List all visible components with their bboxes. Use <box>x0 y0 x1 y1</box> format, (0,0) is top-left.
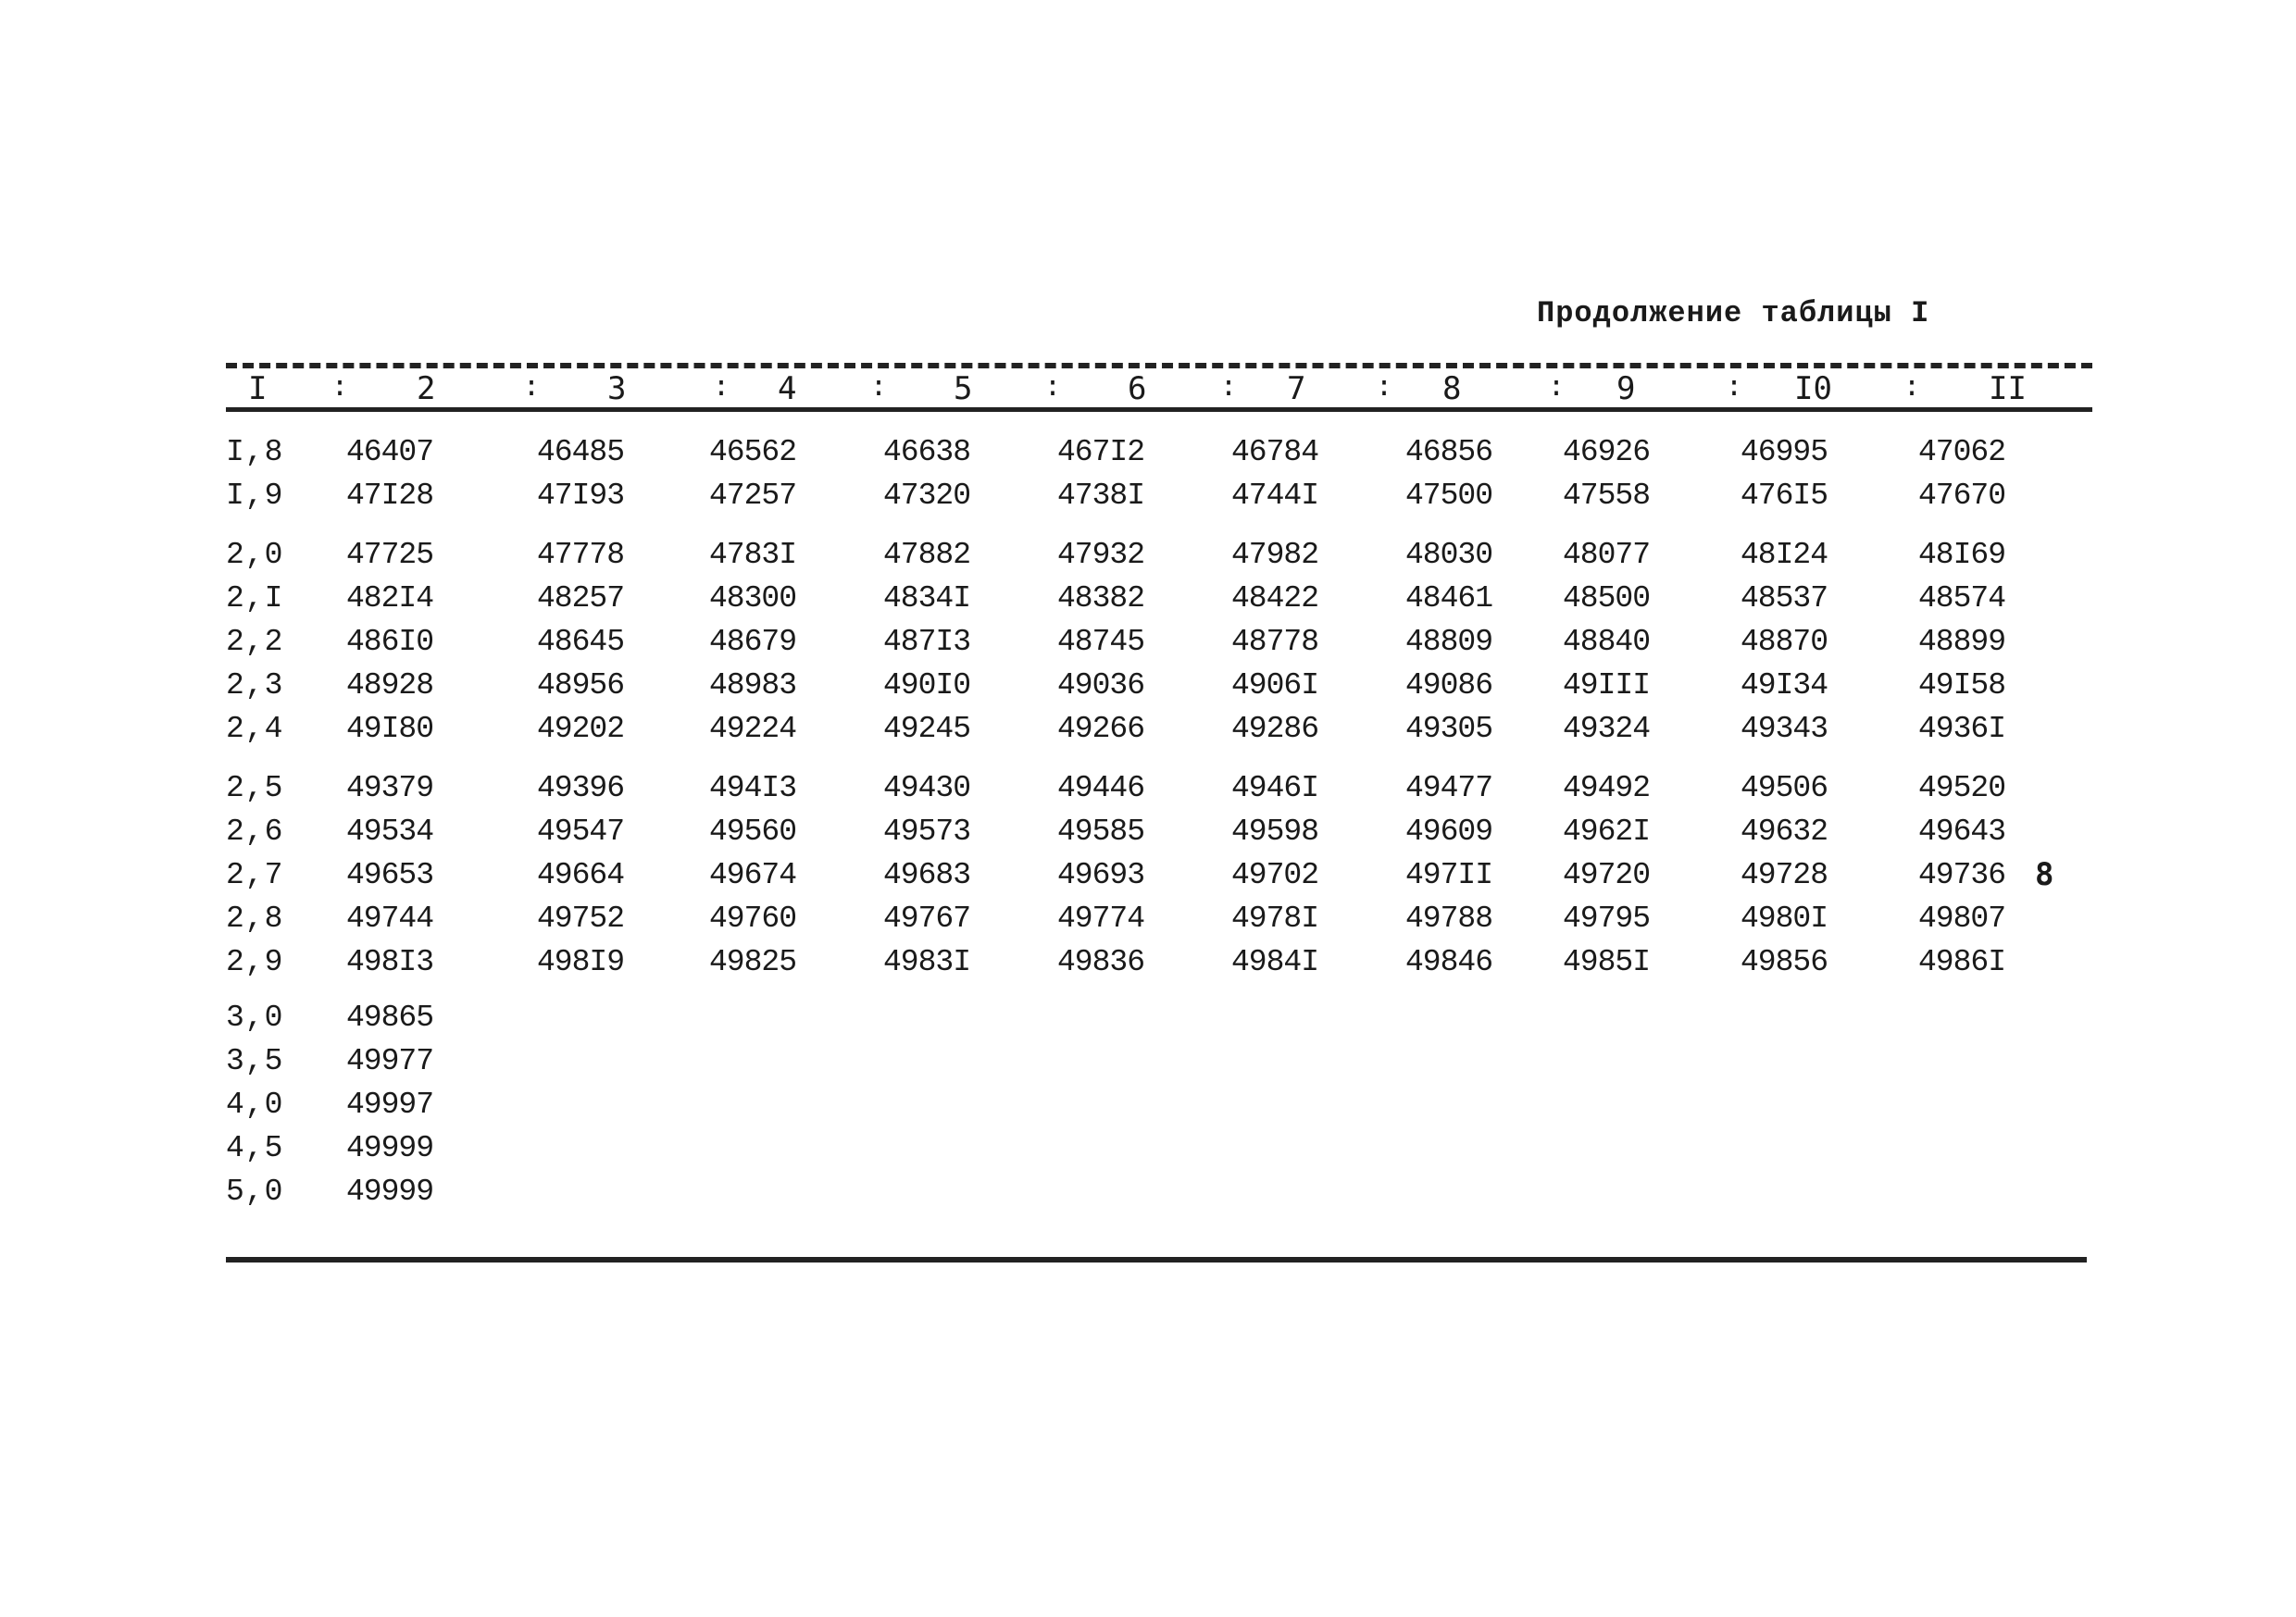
table-cell: 49997 <box>346 1088 434 1122</box>
table-row <box>0 538 2296 575</box>
table-cell: 4906I <box>1231 668 1319 703</box>
table-cell: 48I24 <box>1741 538 1828 572</box>
table-cell: 494I3 <box>709 771 797 805</box>
table-cell: 49086 <box>1405 668 1493 703</box>
table-cell: 49767 <box>883 902 971 936</box>
row-argument: 2,4 <box>226 712 284 746</box>
row-argument: 2,9 <box>226 945 284 979</box>
table-cell: 49534 <box>346 815 434 849</box>
column-header-2: 2 <box>417 370 436 407</box>
table-cell: 4980I <box>1741 902 1828 936</box>
column-header-3: 3 <box>607 370 627 407</box>
column-header-1: I <box>248 370 268 407</box>
table-cell: 49846 <box>1405 945 1493 979</box>
table-cell: 48300 <box>709 581 797 616</box>
column-header-9: 9 <box>1616 370 1636 407</box>
column-separator: : <box>1376 370 1393 403</box>
table-cell: 49788 <box>1405 902 1493 936</box>
table-cell: 4985I <box>1563 945 1651 979</box>
column-separator: : <box>1726 370 1743 403</box>
table-cell: 48077 <box>1563 538 1651 572</box>
table-cell: 46407 <box>346 435 434 469</box>
table-cell: 47558 <box>1563 479 1651 513</box>
table-cell: 4738I <box>1057 479 1145 513</box>
table-cell: 49547 <box>537 815 625 849</box>
table-cell: 47982 <box>1231 538 1319 572</box>
row-argument: 2,I <box>226 581 284 616</box>
table-row <box>0 945 2296 982</box>
table-cell: 48461 <box>1405 581 1493 616</box>
column-separator: : <box>1220 370 1238 403</box>
table-cell: 47500 <box>1405 479 1493 513</box>
table-cell: 49430 <box>883 771 971 805</box>
table-cell: 48899 <box>1918 625 2006 659</box>
column-header-6: 6 <box>1128 370 1147 407</box>
table-row <box>0 1175 2296 1212</box>
row-argument: 2,3 <box>226 668 284 703</box>
table-cell: 46926 <box>1563 435 1651 469</box>
table-cell: 4983I <box>883 945 971 979</box>
table-cell: 4946I <box>1231 771 1319 805</box>
header-bottom-rule <box>226 407 2092 412</box>
table-cell: 49396 <box>537 771 625 805</box>
column-header-5: 5 <box>954 370 973 407</box>
table-cell: 47670 <box>1918 479 2006 513</box>
table-cell: 47882 <box>883 538 971 572</box>
row-argument: I,8 <box>226 435 284 469</box>
table-cell: 49720 <box>1563 858 1651 892</box>
column-separator: : <box>1903 370 1921 403</box>
table-cell: 49825 <box>709 945 797 979</box>
row-argument: 2,8 <box>226 902 284 936</box>
table-cell: 4978I <box>1231 902 1319 936</box>
row-argument: 5,0 <box>226 1175 284 1209</box>
table-cell: 49598 <box>1231 815 1319 849</box>
table-row <box>0 1131 2296 1168</box>
table-cell: 48745 <box>1057 625 1145 659</box>
table-cell: 49836 <box>1057 945 1145 979</box>
table-cell: 48809 <box>1405 625 1493 659</box>
table-row <box>0 771 2296 808</box>
table-cell: 47778 <box>537 538 625 572</box>
table-cell: 49664 <box>537 858 625 892</box>
table-cell: 49266 <box>1057 712 1145 746</box>
row-argument: 4,5 <box>226 1131 284 1165</box>
table-cell: 49752 <box>537 902 625 936</box>
column-separator: : <box>523 370 541 403</box>
table-cell: 49774 <box>1057 902 1145 936</box>
margin-mark: 8 <box>2035 856 2054 893</box>
table-cell: 49744 <box>346 902 434 936</box>
table-cell: 49520 <box>1918 771 2006 805</box>
table-cell: 49III <box>1563 668 1651 703</box>
table-cell: 49286 <box>1231 712 1319 746</box>
column-header-11: II <box>1989 370 2027 407</box>
table-cell: 48928 <box>346 668 434 703</box>
row-argument: 2,0 <box>226 538 284 572</box>
table-cell: 498I9 <box>537 945 625 979</box>
header-top-rule <box>226 363 2092 368</box>
table-cell: 48870 <box>1741 625 1828 659</box>
table-caption: Продолжение таблицы I <box>1537 296 1930 330</box>
table-cell: 49977 <box>346 1044 434 1078</box>
table-cell: 4962I <box>1563 815 1651 849</box>
table-cell: 49I58 <box>1918 668 2006 703</box>
table-cell: 48778 <box>1231 625 1319 659</box>
table-cell: 4986I <box>1918 945 2006 979</box>
table-row <box>0 902 2296 939</box>
table-cell: 49999 <box>346 1175 434 1209</box>
table-cell: 49224 <box>709 712 797 746</box>
table-cell: 47932 <box>1057 538 1145 572</box>
table-cell: 49760 <box>709 902 797 936</box>
table-cell: 49693 <box>1057 858 1145 892</box>
table-cell: 486I0 <box>346 625 434 659</box>
table-header <box>0 370 2296 407</box>
row-argument: 3,0 <box>226 1001 284 1035</box>
table-cell: 48574 <box>1918 581 2006 616</box>
table-cell: 49683 <box>883 858 971 892</box>
table-cell: 49653 <box>346 858 434 892</box>
table-cell: 49I80 <box>346 712 434 746</box>
table-cell: 46856 <box>1405 435 1493 469</box>
table-cell: 49795 <box>1563 902 1651 936</box>
table-cell: 4834I <box>883 581 971 616</box>
table-cell: 48422 <box>1231 581 1319 616</box>
table-cell: 482I4 <box>346 581 434 616</box>
table-cell: 49446 <box>1057 771 1145 805</box>
table-cell: 47I93 <box>537 479 625 513</box>
table-row <box>0 581 2296 618</box>
table-cell: 47257 <box>709 479 797 513</box>
table-cell: 48956 <box>537 668 625 703</box>
table-row <box>0 668 2296 705</box>
column-header-10: I0 <box>1794 370 1832 407</box>
row-argument: 4,0 <box>226 1088 284 1122</box>
column-separator: : <box>1044 370 1062 403</box>
table-row <box>0 1001 2296 1038</box>
table-cell: 47320 <box>883 479 971 513</box>
table-row <box>0 435 2296 472</box>
table-cell: 47I28 <box>346 479 434 513</box>
table-cell: 49856 <box>1741 945 1828 979</box>
table-cell: 4984I <box>1231 945 1319 979</box>
table-cell: 498I3 <box>346 945 434 979</box>
table-cell: 4783I <box>709 538 797 572</box>
table-cell: 49702 <box>1231 858 1319 892</box>
column-header-7: 7 <box>1287 370 1306 407</box>
table-cell: 490I0 <box>883 668 971 703</box>
table-cell: 49865 <box>346 1001 434 1035</box>
table-cell: 49506 <box>1741 771 1828 805</box>
table-cell: 48030 <box>1405 538 1493 572</box>
table-cell: 49305 <box>1405 712 1493 746</box>
table-cell: 48679 <box>709 625 797 659</box>
table-cell: 48645 <box>537 625 625 659</box>
table-row <box>0 625 2296 662</box>
column-header-8: 8 <box>1442 370 1462 407</box>
table-cell: 49I34 <box>1741 668 1828 703</box>
table-row <box>0 858 2296 895</box>
row-argument: 2,7 <box>226 858 284 892</box>
table-row <box>0 1088 2296 1125</box>
column-separator: : <box>870 370 888 403</box>
table-cell: 49999 <box>346 1131 434 1165</box>
row-argument: 2,2 <box>226 625 284 659</box>
table-cell: 49609 <box>1405 815 1493 849</box>
table-cell: 49379 <box>346 771 434 805</box>
table-cell: 49036 <box>1057 668 1145 703</box>
table-row <box>0 1044 2296 1081</box>
table-cell: 4744I <box>1231 479 1319 513</box>
table-cell: 467I2 <box>1057 435 1145 469</box>
table-cell: 4936I <box>1918 712 2006 746</box>
column-separator: : <box>1548 370 1566 403</box>
table-cell: 49324 <box>1563 712 1651 746</box>
table-cell: 487I3 <box>883 625 971 659</box>
table-cell: 46485 <box>537 435 625 469</box>
table-cell: 49560 <box>709 815 797 849</box>
table-cell: 49573 <box>883 815 971 849</box>
table-cell: 46995 <box>1741 435 1828 469</box>
column-separator: : <box>331 370 349 403</box>
table-cell: 49736 <box>1918 858 2006 892</box>
table-cell: 48I69 <box>1918 538 2006 572</box>
table-cell: 48983 <box>709 668 797 703</box>
table-cell: 497II <box>1405 858 1493 892</box>
table-cell: 48500 <box>1563 581 1651 616</box>
table-cell: 49585 <box>1057 815 1145 849</box>
row-argument: 2,6 <box>226 815 284 849</box>
table-row <box>0 712 2296 749</box>
table-cell: 47062 <box>1918 435 2006 469</box>
column-header-4: 4 <box>778 370 797 407</box>
table-bottom-rule <box>226 1257 2087 1263</box>
table-cell: 49643 <box>1918 815 2006 849</box>
table-cell: 49632 <box>1741 815 1828 849</box>
table-row <box>0 815 2296 852</box>
table-cell: 49477 <box>1405 771 1493 805</box>
table-cell: 49807 <box>1918 902 2006 936</box>
table-row <box>0 479 2296 516</box>
table-cell: 46784 <box>1231 435 1319 469</box>
row-argument: 2,5 <box>226 771 284 805</box>
table-cell: 46562 <box>709 435 797 469</box>
row-argument: 3,5 <box>226 1044 284 1078</box>
table-cell: 48840 <box>1563 625 1651 659</box>
table-cell: 476I5 <box>1741 479 1828 513</box>
column-separator: : <box>713 370 730 403</box>
row-argument: I,9 <box>226 479 284 513</box>
table-cell: 49728 <box>1741 858 1828 892</box>
table-cell: 49245 <box>883 712 971 746</box>
table-cell: 48382 <box>1057 581 1145 616</box>
table-cell: 47725 <box>346 538 434 572</box>
table-cell: 49202 <box>537 712 625 746</box>
table-cell: 49492 <box>1563 771 1651 805</box>
table-cell: 48257 <box>537 581 625 616</box>
table-cell: 49674 <box>709 858 797 892</box>
table-cell: 46638 <box>883 435 971 469</box>
table-cell: 48537 <box>1741 581 1828 616</box>
table-cell: 49343 <box>1741 712 1828 746</box>
